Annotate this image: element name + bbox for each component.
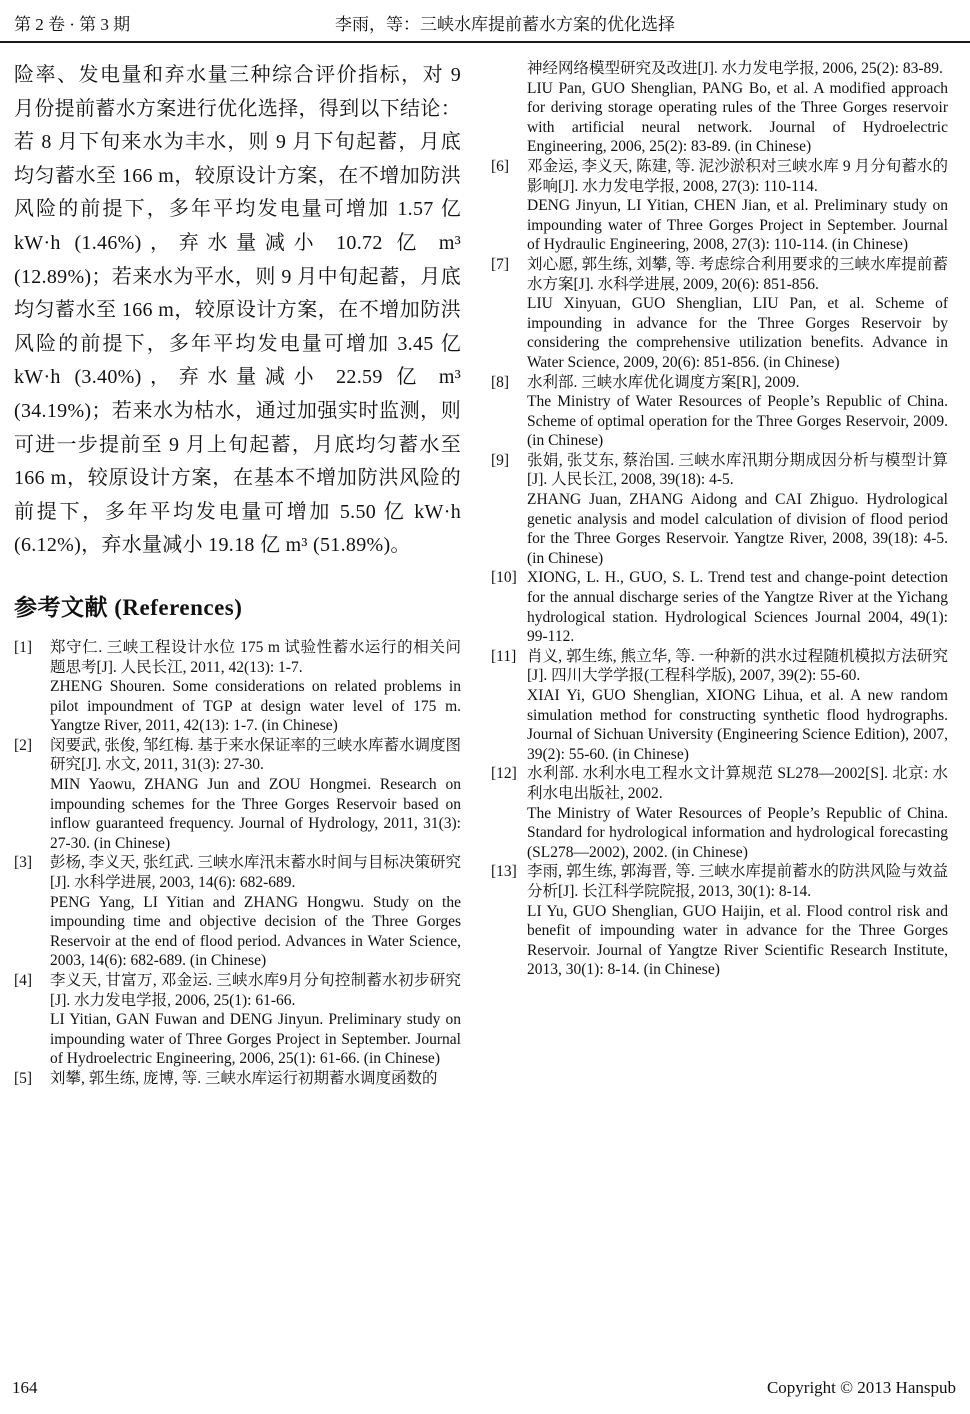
reference-item-10 <box>491 568 948 646</box>
reference-text-en: The Ministry of Water Resources of People’s Republic of China. Standard for hydrological information and hydrological forecasting (SL278—2002), 2002. (in Chinese) <box>527 804 948 861</box>
reference-text-zh: 彭杨, 李义天, 张红武. 三峡水库汛末蓄水时间与目标决策研究[J]. 水科学进展, 2003, 14(6): 682-689. <box>50 854 461 892</box>
reference-text-zh: 水利部. 水利水电工程水文计算规范 SL278—2002[S]. 北京: 水利水电出版社, 2002. <box>527 765 948 802</box>
reference-text-en: The Ministry of Water Resources of People’s Republic of China. Scheme of optimal operation for the Three Gorges Reservoir, 2009. (in Chinese) <box>527 393 948 450</box>
reference-item-4 <box>14 971 461 1069</box>
reference-text-en: LIU Pan, GUO Shenglian, PANG Bo, et al. A modified approach for deriving storage operating rules of the Three Gorges reservoir with artificial neural network. Journal of Hydroelectric Engineering, 2006, 25(2): 83-89. (in Chinese) <box>527 79 948 156</box>
right-column <box>491 59 948 1089</box>
page-footer <box>0 1378 970 1398</box>
two-column-layout <box>0 43 970 1089</box>
reference-label: [1] <box>14 638 33 656</box>
reference-item-7 <box>491 255 948 373</box>
reference-text-zh: 张娟, 张艾东, 蔡治国. 三峡水库汛期分期成因分析与模型计算[J]. 人民长江, 2008, 39(18): 4-5. <box>527 451 948 489</box>
reference-text-en: LIU Xinyuan, GUO Shenglian, LIU Pan, et al. Scheme of impounding in advance for the Three Gorges Reservoir by considering the comprehensive utilization benefits. Advance in Water Science, 2009, 20(6): 851-856. (in Chinese) <box>527 295 948 371</box>
reference-label: [11] <box>491 647 517 665</box>
reference-list-left <box>14 638 461 1089</box>
reference-item-6 <box>491 157 948 255</box>
running-title: 李雨，等：三峡水库提前蓄水方案的优化选择 <box>335 15 675 34</box>
page-header <box>0 0 970 43</box>
references-heading <box>14 589 461 622</box>
reference-text-zh: 刘心愿, 郭生练, 刘攀, 等. 考虑综合利用要求的三峡水库提前蓄水方案[J]. 水科学进展, 2009, 20(6): 851-856. <box>527 255 948 293</box>
reference-text-en: ZHENG Shouren. Some considerations on related problems in pilot impoundment of TGP at design water level of 175 m. Yangtze River, 2011, 42(13): 1-7. (in Chinese) <box>50 678 461 735</box>
conclusion-paragraph: 险率、发电量和弃水量三种综合评价指标，对 9 月份提前蓄水方案进行优化选择，得到以下结论：若 8 月下旬来水为丰水，则 9 月下旬起蓄，月底均匀蓄水至 166 m，较原设计方案，在不增加防洪风险的前提下，多年平均发电量可增加 1.57 亿 kW·h (1.46%)，弃水量减小 10.72 亿 m³ (12.89%)；若来水为平水，则 9 月中旬起蓄，月底均匀蓄水至 166 m，较原设计方案，在不增加防洪风险的前提下，多年平均发电量可增加 3.45 亿 kW·h (3.40%)，弃水量减小 22.59 亿 m³ (34.19%)；若来水为枯水，通过加强实时监测，则可进一步提前至 9 月上旬起蓄，月底均匀蓄水至 166 m，较原设计方案，在基本不增加防洪风险的前提下，多年平均发电量可增加 5.50 亿 kW·h (6.12%)，弃水量减小 19.18 亿 m³ (51.89%)。 <box>14 64 461 557</box>
reference-item-5-continuation <box>491 59 948 157</box>
reference-text-en: ZHANG Juan, ZHANG Aidong and CAI Zhiguo. Hydrological genetic analysis and model calculation of division of flood period for the Three Gorges Reservoir. Yangtze River, 2008, 39(18): 4-5. (in Chinese) <box>527 491 948 567</box>
issue-label: 第 2 卷 · 第 3 期 <box>14 15 131 34</box>
reference-label: [4] <box>14 972 33 989</box>
reference-item-11 <box>491 647 948 765</box>
reference-text-zh: 水利部. 三峡水库优化调度方案[R], 2009. <box>527 373 800 391</box>
reference-item-1 <box>14 638 461 736</box>
references-heading-zh: 参考文献 <box>14 594 108 621</box>
reference-text-zh: 李义天, 甘富万, 邓金运. 三峡水库9月分旬控制蓄水初步研究[J]. 水力发电学报, 2006, 25(1): 61-66. <box>50 972 461 1009</box>
reference-label: [10] <box>491 569 517 587</box>
reference-text-en: XIAI Yi, GUO Shenglian, XIONG Lihua, et al. A new random simulation method for constructing synthetic flood hydrographs. Journal of Sichuan University (Engineering Science Edition), 2007, 39(2): 55-60. (in Chinese) <box>527 687 948 763</box>
reference-text-en: LI Yu, GUO Shenglian, GUO Haijin, et al. Flood control risk and benefit of impounding water in advance for the Three Gorges Reservoir. Journal of Yangtze River Scientific Research Institute, 2013, 30(1): 8-14. (in Chinese) <box>527 902 948 979</box>
reference-label: [12] <box>491 765 517 783</box>
reference-item-3 <box>14 853 461 971</box>
page-number: 164 <box>12 1378 38 1397</box>
reference-text-zh: 闵要武, 张俊, 邹红梅. 基于来水保证率的三峡水库蓄水调度图研究[J]. 水文, 2011, 31(3): 27-30. <box>50 736 461 774</box>
reference-item-5 <box>14 1069 461 1089</box>
reference-label: [5] <box>14 1069 33 1087</box>
reference-item-9 <box>491 451 948 569</box>
reference-list-right <box>491 59 948 980</box>
reference-text-en: XIONG, L. H., GUO, S. L. Trend test and change-point detection for the annual discharge series of the Yangtze River at the Yichang hydrological station. Hydrological Sciences Journal 2004, 49(1): 99-112. <box>527 569 948 646</box>
reference-label: [6] <box>491 157 510 175</box>
reference-text-zh: 郑守仁. 三峡工程设计水位 175 m 试验性蓄水运行的相关问题思考[J]. 人民长江, 2011, 42(13): 1-7. <box>50 638 461 676</box>
copyright-notice: Copyright © 2013 Hanspub <box>766 1378 956 1397</box>
reference-item-2 <box>14 736 461 854</box>
reference-label: [9] <box>491 451 510 469</box>
reference-text-zh: 刘攀, 郭生练, 庞博, 等. 三峡水库运行初期蓄水调度函数的 <box>50 1069 438 1087</box>
reference-item-12 <box>491 764 948 862</box>
reference-label: [8] <box>491 373 510 391</box>
reference-item-13 <box>491 862 948 980</box>
reference-text-zh: 李雨, 郭生练, 郭海晋, 等. 三峡水库提前蓄水的防洪风险与效益分析[J]. 长江科学院院报, 2013, 30(1): 8-14. <box>527 863 948 900</box>
left-column <box>14 59 461 1089</box>
reference-text-en: DENG Jinyun, LI Yitian, CHEN Jian, et al. Preliminary study on impounding water of Three Gorges Project in September. Journal of Hydraulic Engineering, 2008, 27(3): 110-114. (in Chinese) <box>527 197 948 254</box>
reference-label: [7] <box>491 255 510 273</box>
reference-text-en: MIN Yaowu, ZHANG Jun and ZOU Hongmei. Research on impounding schemes for the Three Gorges Reservoir based on inflow guaranteed frequency. Journal of Hydrology, 2011, 31(3): 27-30. (in Chinese) <box>50 776 461 852</box>
reference-label: [13] <box>491 863 517 881</box>
references-heading-en: (References) <box>114 594 243 620</box>
reference-text-en: PENG Yang, LI Yitian and ZHANG Hongwu. Study on the impounding time and objective decision of the Three Gorges Reservoir at the end of flood period. Advances in Water Science, 2003, 14(6): 682-689. (in Chinese) <box>50 893 461 970</box>
reference-label: [2] <box>14 736 33 754</box>
reference-item-8 <box>491 373 948 451</box>
reference-label: [3] <box>14 854 33 872</box>
reference-text-zh: 神经网络模型研究及改进[J]. 水力发电学报, 2006, 25(2): 83-89. <box>527 60 943 77</box>
reference-text-zh: 肖义, 郭生练, 熊立华, 等. 一种新的洪水过程随机模拟方法研究[J]. 四川大学学报(工程科学版), 2007, 39(2): 55-60. <box>527 647 948 685</box>
reference-text-en: LI Yitian, GAN Fuwan and DENG Jinyun. Preliminary study on impounding water of Three Gorges Project in September. Journal of Hydroelectric Engineering, 2006, 25(1): 61-66. (in Chinese) <box>50 1011 461 1068</box>
reference-text-zh: 邓金运, 李义天, 陈建, 等. 泥沙淤积对三峡水库 9 月分旬蓄水的影响[J]. 水力发电学报, 2008, 27(3): 110-114. <box>527 157 948 195</box>
